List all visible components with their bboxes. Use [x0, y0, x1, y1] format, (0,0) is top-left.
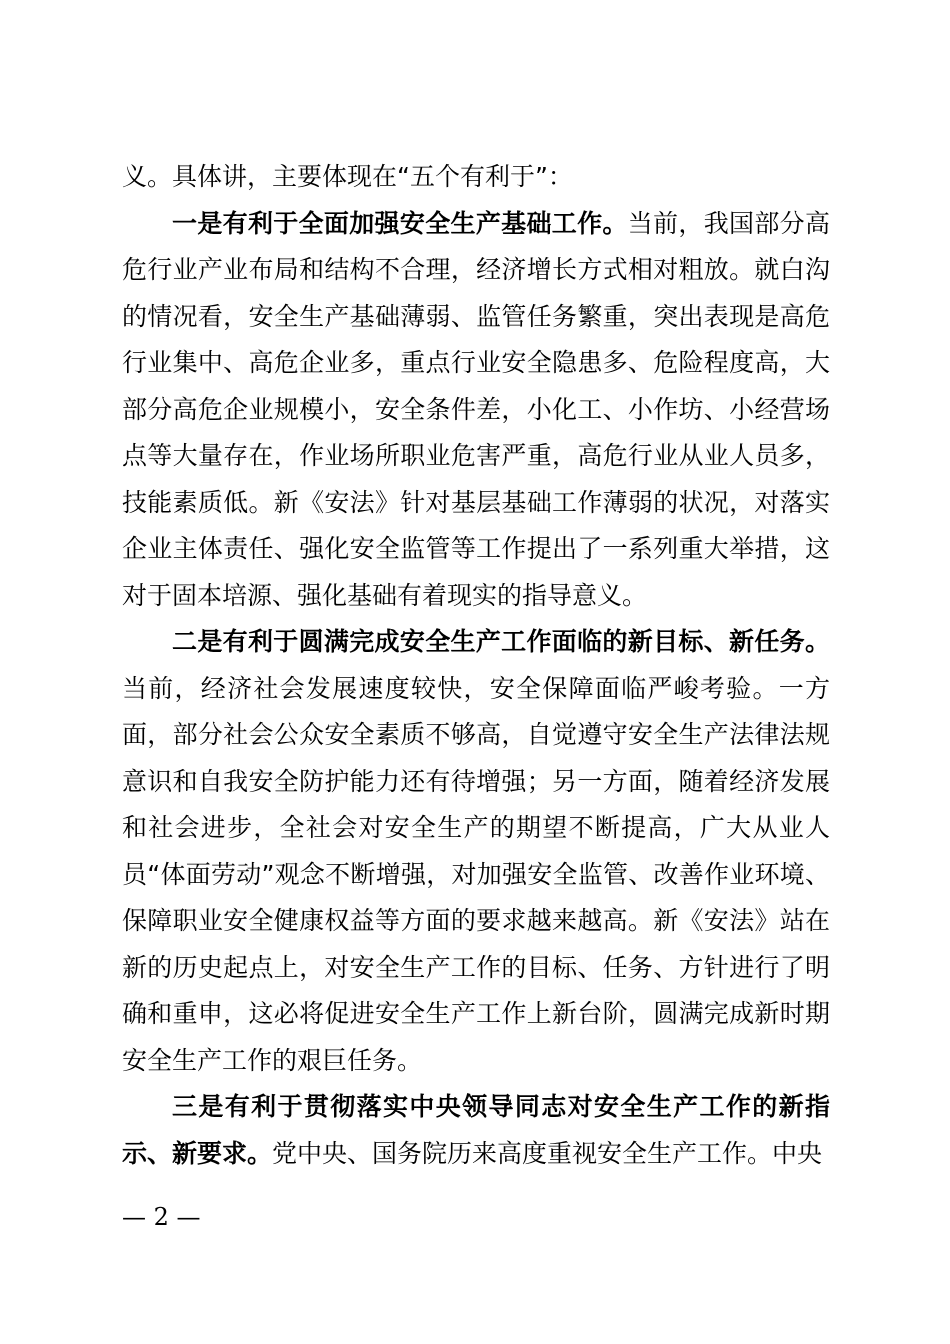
- paragraph-lead: 一是有利于全面加强安全生产基础工作。: [172, 208, 628, 238]
- paragraph-point-three: [122, 1084, 830, 1177]
- paragraph-text: 义。具体讲，主要体现在“五个有利于”：: [122, 162, 573, 191]
- paragraph-text: 党中央、国务院历来高度重视安全生产工作。中央: [272, 1138, 823, 1168]
- paragraph-lead: 三是有利于贯彻落实中央领导同志对安全生产工作的新指示、新要求。: [122, 1092, 830, 1168]
- paragraph-point-one: [122, 201, 830, 620]
- page-number: — 2 —: [122, 1203, 201, 1231]
- paragraph-lead: 二是有利于圆满完成安全生产工作面临的新目标、新任务。: [172, 627, 830, 656]
- paragraph-text: 当前，我国部分高危行业产业布局和结构不合理，经济增长方式相对粗放。就白沟的情况看，安全生产基础薄弱、监管任务繁重，突出表现是高危行业集中、高危企业多，重点行业安全隐患多、危险程度高，大部分高危企业规模小，安全条件差，小化工、小作坊、小经营场点等大量存在，作业场所职业危害严重，高危行业从业人员多，技能素质低。新《安法》针对基层基础工作薄弱的状况，对落实企业主体责任、强化安全监管等工作提出了一系列重大举措，这对于固本培源、强化基础有着现实的指导意义。: [122, 208, 830, 610]
- paragraph-text: 当前，经济社会发展速度较快，安全保障面临严峻考验。一方面，部分社会公众安全素质不够高，自觉遵守安全生产法律法规意识和自我安全防护能力还有待增强；另一方面，随着经济发展和社会进步，全社会对安全生产的期望不断提高，广大从业人员“体面劳动”观念不断增强，对加强安全监管、改善作业环境、保障职业安全健康权益等方面的要求越来越高。新《安法》站在新的历史起点上，对安全生产工作的目标、任务、方针进行了明确和重申，这必将促进安全生产工作上新台阶，圆满完成新时期安全生产工作的艰巨任务。: [122, 673, 830, 1075]
- paragraph-continuation: [122, 154, 830, 201]
- body-text: [122, 154, 830, 1177]
- paragraph-point-two: [122, 619, 830, 1084]
